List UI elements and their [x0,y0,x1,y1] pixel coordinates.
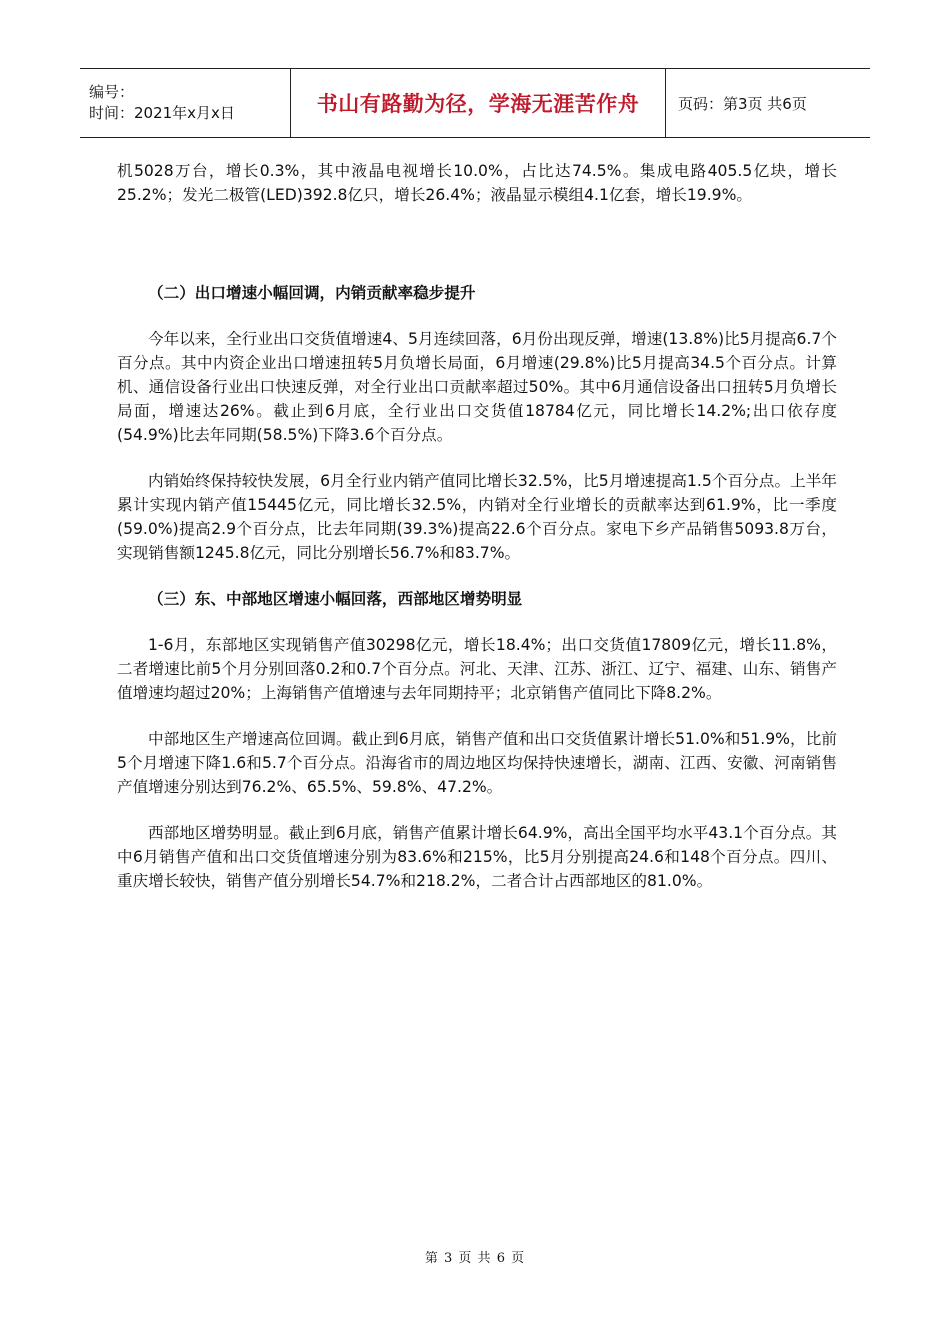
paragraph-domestic-sales: 内销始终保持较快发展，6月全行业内销产值同比增长32.5%，比5月增速提高1.5个百分点。上半年累计实现内销产值15445亿元，同比增长32.5%，内销对全行业增长的贡献率达到61.9%，比一季度(59.0%)提高2.9个百分点，比去年同期(39.3%)提高22.6个百分点。家电下乡产品销售5093.8万台，实现销售额1245.8亿元，同比分别增长56.7%和83.7%。 [117,472,837,562]
paragraph-export: 今年以来，全行业出口交货值增速4、5月连续回落，6月份出现反弹，增速(13.8%)比5月提高6.7个百分点。其中内资企业出口增速扭转5月负增长局面，6月增速(29.8%)比5月提高34.5个百分点。计算机、通信设备行业出口快速反弹，对全行业出口贡献率超过50%。其中6月通信设备出口扭转5月负增长局面，增速达26%。截止到6月底，全行业出口交货值18784亿元，同比增长14.2%;出口依存度(54.9%)比去年同期(58.5%)下降3.6个百分点。 [117,330,837,444]
document-number-label: 编号： [89,83,135,101]
section-heading-regions: （三）东、中部地区增速小幅回落，西部地区增势明显 [148,590,523,608]
paragraph-intro: 机5028万台，增长0.3%，其中液晶电视增长10.0%，占比达74.5%。集成电路405.5亿块，增长25.2%；发光二极管(LED)392.8亿只，增长26.4%；液晶显示模组4.1亿套，增长19.9%。 [117,162,837,204]
page-footer: 第 3 页 共 6 页 [424,1251,526,1266]
motto-text: 书山有路勤为径，学海无涯苦作舟 [316,92,640,116]
paragraph-west-region: 西部地区增势明显。截止到6月底，销售产值累计增长64.9%，高出全国平均水平43.1个百分点。其中6月销售产值和出口交货值增速分别为83.6%和215%，比5月分别提高24.6和148个百分点。四川、重庆增长较快，销售产值分别增长54.7%和218.2%，二者合计占西部地区的81.0%。 [117,824,837,890]
document-date-label: 时间：2021年x月x日 [89,104,235,122]
section-heading-export: （二）出口增速小幅回调，内销贡献率稳步提升 [148,284,476,302]
header-motto-cell [291,69,666,137]
document-body [117,159,837,893]
header-table [80,68,870,138]
page-number-label: 页码：第3页 共6页 [678,94,807,113]
header-meta-cell [80,69,291,137]
paragraph-east-region: 1-6月，东部地区实现销售产值30298亿元，增长18.4%；出口交货值17809亿元，增长11.8%，二者增速比前5个月分别回落0.2和0.7个百分点。河北、天津、江苏、浙江、辽宁、福建、山东、销售产值增速均超过20%；上海销售产值增速与去年同期持平；北京销售产值同比下降8.2%。 [117,636,837,702]
paragraph-central-region: 中部地区生产增速高位回调。截止到6月底，销售产值和出口交货值累计增长51.0%和51.9%，比前5个月增速下降1.6和5.7个百分点。沿海省市的周边地区均保持快速增长，湖南、江西、安徽、河南销售产值增速分别达到76.2%、65.5%、59.8%、47.2%。 [117,730,837,796]
header-page-cell [666,69,870,137]
